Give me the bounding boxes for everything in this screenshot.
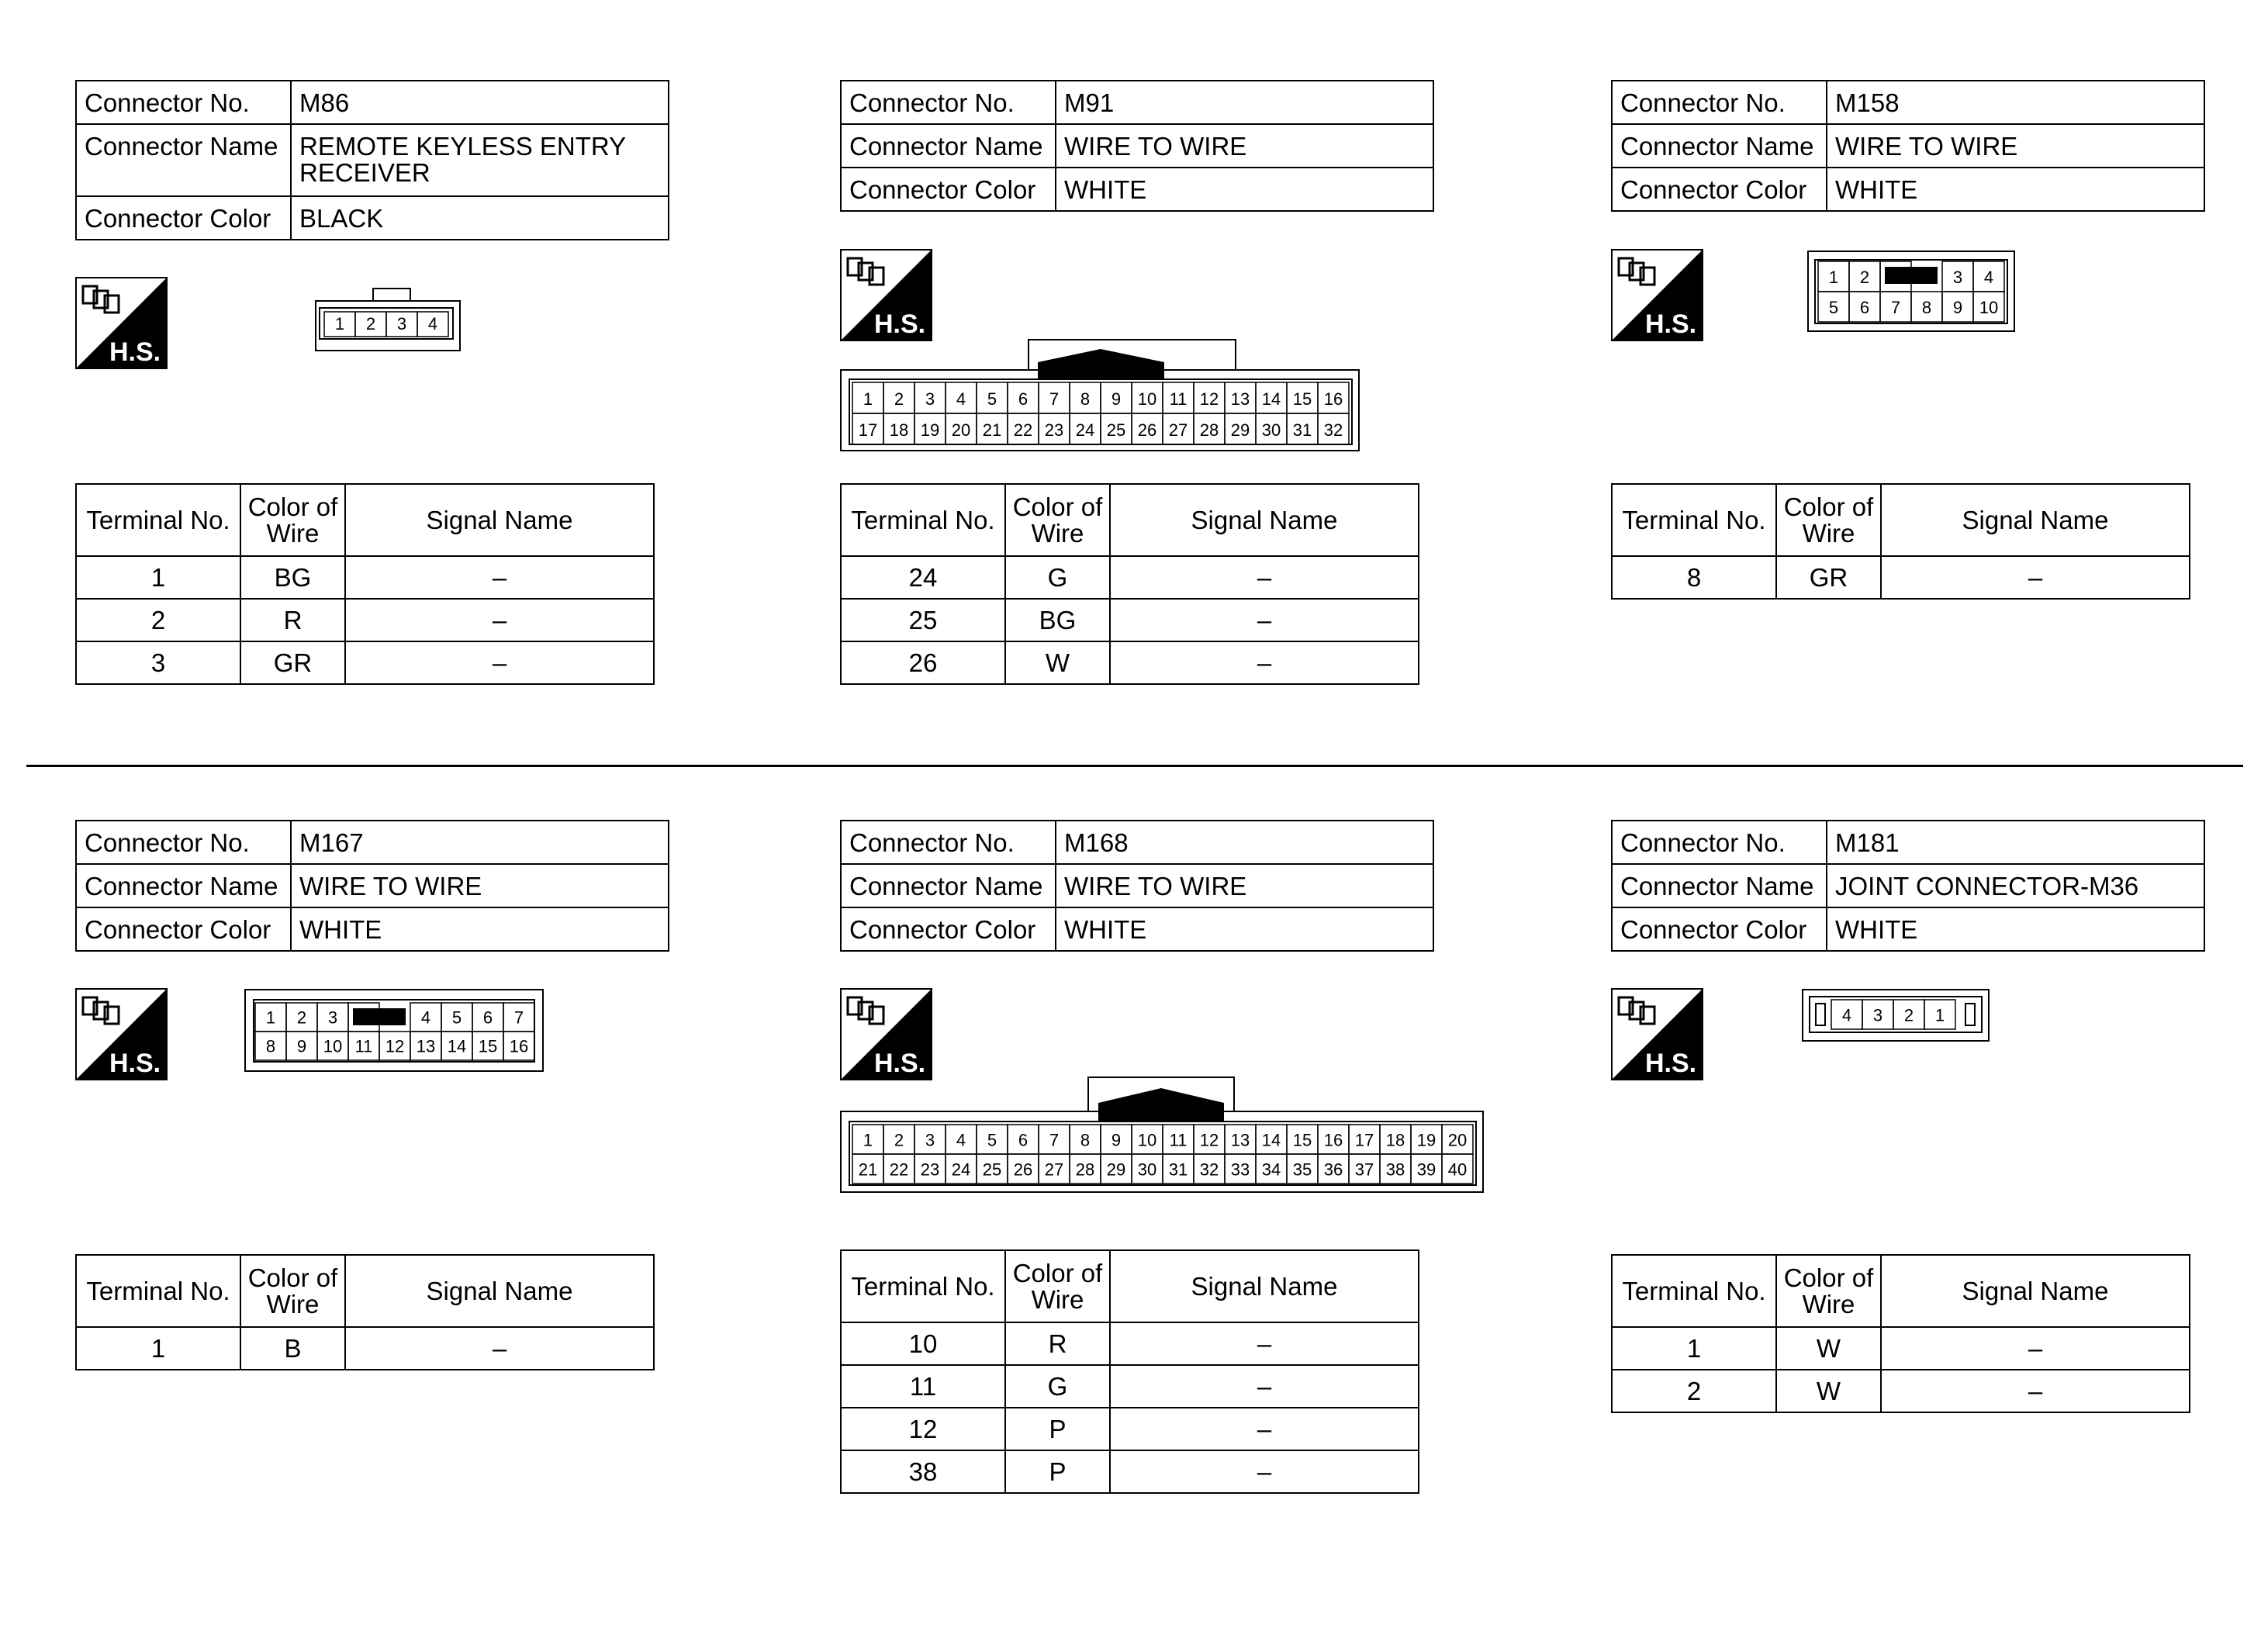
terminal-table [75,483,655,685]
terminal-no-cell: 10 [841,1322,1005,1365]
terminal-table [1611,1254,2190,1413]
connector-no-value: M167 [291,821,669,864]
connector-name-value: WIRE TO WIRE [291,864,669,907]
connector-no-value: M86 [291,81,669,124]
terminal-no-cell: 11 [841,1365,1005,1408]
terminal-no-header: Terminal No. [841,484,1005,556]
pin-number: 26 [1137,420,1157,440]
wire-color-cell: W [1776,1370,1881,1412]
pin-number: 39 [1416,1160,1436,1180]
pin-number: 29 [1106,1160,1126,1180]
wire-color-cell: R [1005,1322,1110,1365]
connector-info-table [840,80,1434,212]
signal-name-header: Signal Name [1881,1255,2190,1327]
terminal-no-cell: 2 [76,599,240,641]
table-row [76,1327,654,1370]
pin-number: 27 [1044,1160,1064,1180]
wire-color-cell: W [1776,1327,1881,1370]
pin-number: 15 [1292,1130,1312,1150]
signal-name-cell: – [1110,1450,1419,1493]
connector-pinout-m181 [1802,989,1991,1043]
signal-name-cell: – [1110,599,1419,641]
terminal-no-header: Terminal No. [1612,1255,1776,1327]
connector-name-label: Connector Name [841,124,1056,168]
pin-number: 9 [1952,298,1963,318]
signal-name-cell: – [1881,1327,2190,1370]
wire-color-cell: P [1005,1408,1110,1450]
signal-name-cell: – [345,1327,654,1370]
terminal-no-cell: 24 [841,556,1005,599]
pin-number: 36 [1323,1160,1343,1180]
pin-number: 8 [1080,1130,1091,1150]
color-of-wire-header: Color of Wire [240,484,345,556]
wire-color-cell: P [1005,1450,1110,1493]
pin-number: 30 [1261,420,1281,440]
wire-color-cell: G [1005,556,1110,599]
pin-number: 5 [451,1007,462,1028]
signal-name-cell: – [1881,1370,2190,1412]
pin-number: 21 [858,1160,878,1180]
pin-number: 9 [296,1036,307,1056]
harness-side-icon [840,988,932,1080]
terminal-no-cell: 12 [841,1408,1005,1450]
connector-color-label: Connector Color [76,196,291,240]
connector-color-label: Connector Color [1612,168,1827,211]
terminal-table [840,483,1419,685]
harness-side-icon [1611,249,1703,341]
pin-number: 1 [863,1130,873,1150]
table-row [841,556,1419,599]
table-row [76,599,654,641]
signal-name-cell: – [345,599,654,641]
pin-number: 18 [889,420,909,440]
hs-label: H.S. [109,337,161,367]
pin-number: 7 [513,1007,524,1028]
pin-number: 3 [327,1007,338,1028]
pin-number: 6 [1859,298,1870,318]
signal-name-header: Signal Name [345,484,654,556]
pin-number: 10 [1137,389,1157,409]
pin-number: 28 [1199,420,1219,440]
signal-name-header: Signal Name [1110,1250,1419,1322]
pin-number: 2 [296,1007,307,1028]
connector-color-label: Connector Color [1612,907,1827,951]
connector-no-value: M91 [1056,81,1433,124]
connector-pinout-m168 [840,1077,1485,1194]
pin-number: 13 [1230,389,1250,409]
table-row [76,641,654,684]
signal-name-cell: – [1110,1408,1419,1450]
connector-color-label: Connector Color [841,907,1056,951]
pin-number: 10 [1137,1130,1157,1150]
pin-number: 8 [1080,389,1091,409]
terminal-no-cell: 38 [841,1450,1005,1493]
pin-number: 13 [416,1036,436,1056]
pin-number: 10 [1979,298,1999,318]
hs-label: H.S. [874,309,926,339]
pin-number: 14 [1261,389,1281,409]
terminal-no-header: Terminal No. [1612,484,1776,556]
connector-color-value: WHITE [291,907,669,951]
pin-number: 1 [334,314,345,334]
wire-color-cell: B [240,1327,345,1370]
pin-number: 19 [1416,1130,1436,1150]
pin-grid-m168 [852,1125,1473,1184]
pin-number: 40 [1447,1160,1468,1180]
pin-number: 14 [447,1036,467,1056]
pin-number: 2 [894,389,904,409]
harness-side-icon [75,988,168,1080]
terminal-table [840,1249,1419,1494]
terminal-no-header: Terminal No. [76,1255,240,1327]
signal-name-cell: – [1110,556,1419,599]
table-row [841,599,1419,641]
pin-number: 7 [1049,1130,1060,1150]
terminal-no-cell: 1 [76,1327,240,1370]
terminal-no-cell: 3 [76,641,240,684]
terminal-no-cell: 1 [1612,1327,1776,1370]
wire-color-cell: BG [240,556,345,599]
table-row [841,1322,1419,1365]
pin-number: 1 [1934,1005,1945,1025]
pin-number: 11 [1169,389,1188,409]
hs-label: H.S. [109,1049,161,1078]
pin-grid-m158 [1818,261,2004,322]
signal-name-cell: – [1110,641,1419,684]
pin-number: 1 [1828,268,1839,288]
terminal-no-header: Terminal No. [841,1250,1005,1322]
connector-name-label: Connector Name [1612,864,1827,907]
pin-number: 25 [982,1160,1002,1180]
pin-number: 6 [1018,389,1029,409]
terminal-no-cell: 1 [76,556,240,599]
harness-side-icon [75,277,168,369]
connector-color-value: WHITE [1056,168,1433,211]
table-row [841,1408,1419,1450]
terminal-no-header: Terminal No. [76,484,240,556]
connector-name-value: REMOTE KEYLESS ENTRY RECEIVER [291,124,669,196]
pin-number: 16 [509,1036,529,1056]
pin-number: 4 [1983,268,1994,288]
pin-number: 5 [1828,298,1839,318]
pin-number: 6 [482,1007,493,1028]
connector-info-table [1611,80,2205,212]
pin-number: 25 [1106,420,1126,440]
pin-number: 4 [1841,1005,1852,1025]
pin-number: 16 [1323,389,1343,409]
pin-number: 37 [1354,1160,1374,1180]
table-row [76,556,654,599]
pin-number: 22 [1013,420,1033,440]
pin-number: 2 [1859,268,1870,288]
pin-number: 11 [1169,1130,1188,1150]
table-row [1612,1327,2190,1370]
harness-side-icon [840,249,932,341]
pin-number: 16 [1323,1130,1343,1150]
pin-number: 35 [1292,1160,1312,1180]
signal-name-header: Signal Name [1110,484,1419,556]
pin-number: 11 [354,1036,373,1056]
hs-label: H.S. [1645,1049,1697,1078]
connector-pinout-m167 [244,989,545,1073]
pin-number: 5 [987,1130,997,1150]
pin-number: 32 [1323,420,1343,440]
pin-number: 8 [1921,298,1932,318]
pin-number: 14 [1261,1130,1281,1150]
terminal-no-cell: 25 [841,599,1005,641]
signal-name-header: Signal Name [345,1255,654,1327]
pin-number: 24 [951,1160,971,1180]
pin-number: 15 [478,1036,498,1056]
pin-number: 4 [427,314,438,334]
connector-name-label: Connector Name [1612,124,1827,168]
table-row [841,1450,1419,1493]
pin-number: 12 [1199,389,1219,409]
connector-name-value: WIRE TO WIRE [1056,864,1433,907]
terminal-table [1611,483,2190,600]
wire-color-cell: GR [1776,556,1881,599]
pin-number: 3 [396,314,407,334]
connector-pinout-m86 [315,281,462,352]
color-of-wire-header: Color of Wire [1005,484,1110,556]
pin-number: 32 [1199,1160,1219,1180]
pin-number: 9 [1111,389,1122,409]
connector-info-table [75,80,669,240]
pin-row-m181 [1831,1000,1955,1029]
pin-number: 4 [956,1130,966,1150]
connector-color-label: Connector Color [76,907,291,951]
pin-number: 21 [982,420,1002,440]
connector-pinout-m158 [1807,251,2017,333]
pin-number: 29 [1230,420,1250,440]
pin-number: 4 [420,1007,431,1028]
pin-number: 38 [1385,1160,1405,1180]
connector-name-value: WIRE TO WIRE [1827,124,2204,168]
connector-no-label: Connector No. [76,81,291,124]
pin-number: 20 [951,420,971,440]
pin-number: 4 [956,389,966,409]
color-of-wire-header: Color of Wire [1776,1255,1881,1327]
pin-number: 12 [385,1036,405,1056]
signal-name-cell: – [1881,556,2190,599]
signal-name-cell: – [345,556,654,599]
wire-color-cell: W [1005,641,1110,684]
pin-number: 24 [1075,420,1095,440]
key-block [1885,267,1938,284]
hs-label: H.S. [1645,309,1697,339]
connector-no-label: Connector No. [76,821,291,864]
pin-number: 1 [265,1007,276,1028]
pin-grid-m91 [852,382,1349,444]
harness-side-icon [1611,988,1703,1080]
pin-number: 26 [1013,1160,1033,1180]
pin-number: 17 [1354,1130,1374,1150]
connector-info-table [1611,820,2205,952]
hs-label: H.S. [874,1049,926,1078]
pin-number: 9 [1111,1130,1122,1150]
color-of-wire-header: Color of Wire [240,1255,345,1327]
connector-no-value: M181 [1827,821,2204,864]
pin-number: 3 [925,1130,935,1150]
signal-name-cell: – [345,641,654,684]
pin-number: 5 [987,389,997,409]
pin-number: 2 [1903,1005,1914,1025]
pin-number: 8 [265,1036,276,1056]
pin-number: 33 [1230,1160,1250,1180]
connector-name-label: Connector Name [76,864,291,907]
pin-number: 7 [1049,389,1060,409]
wire-color-cell: R [240,599,345,641]
pin-number: 23 [920,1160,940,1180]
pin-number: 31 [1292,420,1312,440]
pin-number: 2 [365,314,376,334]
pin-row-m86 [324,312,448,337]
terminal-no-cell: 8 [1612,556,1776,599]
pin-number: 27 [1168,420,1188,440]
connector-color-value: WHITE [1827,907,2204,951]
connector-color-value: WHITE [1056,907,1433,951]
terminal-table [75,1254,655,1370]
connector-info-table [75,820,669,952]
pin-number: 10 [323,1036,343,1056]
connector-no-label: Connector No. [1612,821,1827,864]
signal-name-cell: – [1110,1365,1419,1408]
connector-color-label: Connector Color [841,168,1056,211]
pin-number: 2 [894,1130,904,1150]
connector-no-value: M158 [1827,81,2204,124]
connector-name-label: Connector Name [76,124,291,196]
pin-number: 3 [925,389,935,409]
section-divider [26,765,2243,767]
pin-number: 3 [1952,268,1963,288]
pin-number: 22 [889,1160,909,1180]
connector-info-table [840,820,1434,952]
table-row [1612,556,2190,599]
signal-name-cell: – [1110,1322,1419,1365]
wire-color-cell: G [1005,1365,1110,1408]
wire-color-cell: BG [1005,599,1110,641]
pin-number: 30 [1137,1160,1157,1180]
pin-number: 7 [1890,298,1901,318]
pin-number: 6 [1018,1130,1029,1150]
key-block [353,1008,406,1025]
table-row [1612,1370,2190,1412]
pin-number: 31 [1168,1160,1188,1180]
pin-number: 3 [1872,1005,1883,1025]
pin-number: 17 [858,420,878,440]
connector-color-value: WHITE [1827,168,2204,211]
connector-name-value: WIRE TO WIRE [1056,124,1433,168]
pin-number: 1 [863,389,873,409]
pin-number: 23 [1044,420,1064,440]
pin-number: 18 [1385,1130,1405,1150]
table-row [841,641,1419,684]
terminal-no-cell: 2 [1612,1370,1776,1412]
pin-number: 34 [1261,1160,1281,1180]
signal-name-header: Signal Name [1881,484,2190,556]
connector-name-value: JOINT CONNECTOR-M36 [1827,864,2204,907]
connector-color-value: BLACK [291,196,669,240]
pin-number: 20 [1447,1130,1468,1150]
table-row [841,1365,1419,1408]
terminal-no-cell: 26 [841,641,1005,684]
wire-color-cell: GR [240,641,345,684]
connector-name-label: Connector Name [841,864,1056,907]
pin-grid-m167 [255,1003,534,1060]
pin-number: 28 [1075,1160,1095,1180]
connector-no-label: Connector No. [841,81,1056,124]
connector-no-label: Connector No. [1612,81,1827,124]
pin-number: 19 [920,420,940,440]
connector-no-label: Connector No. [841,821,1056,864]
pin-number: 15 [1292,389,1312,409]
color-of-wire-header: Color of Wire [1005,1250,1110,1322]
color-of-wire-header: Color of Wire [1776,484,1881,556]
connector-no-value: M168 [1056,821,1433,864]
connector-pinout-m91 [840,339,1361,453]
pin-number: 13 [1230,1130,1250,1150]
pin-number: 12 [1199,1130,1219,1150]
